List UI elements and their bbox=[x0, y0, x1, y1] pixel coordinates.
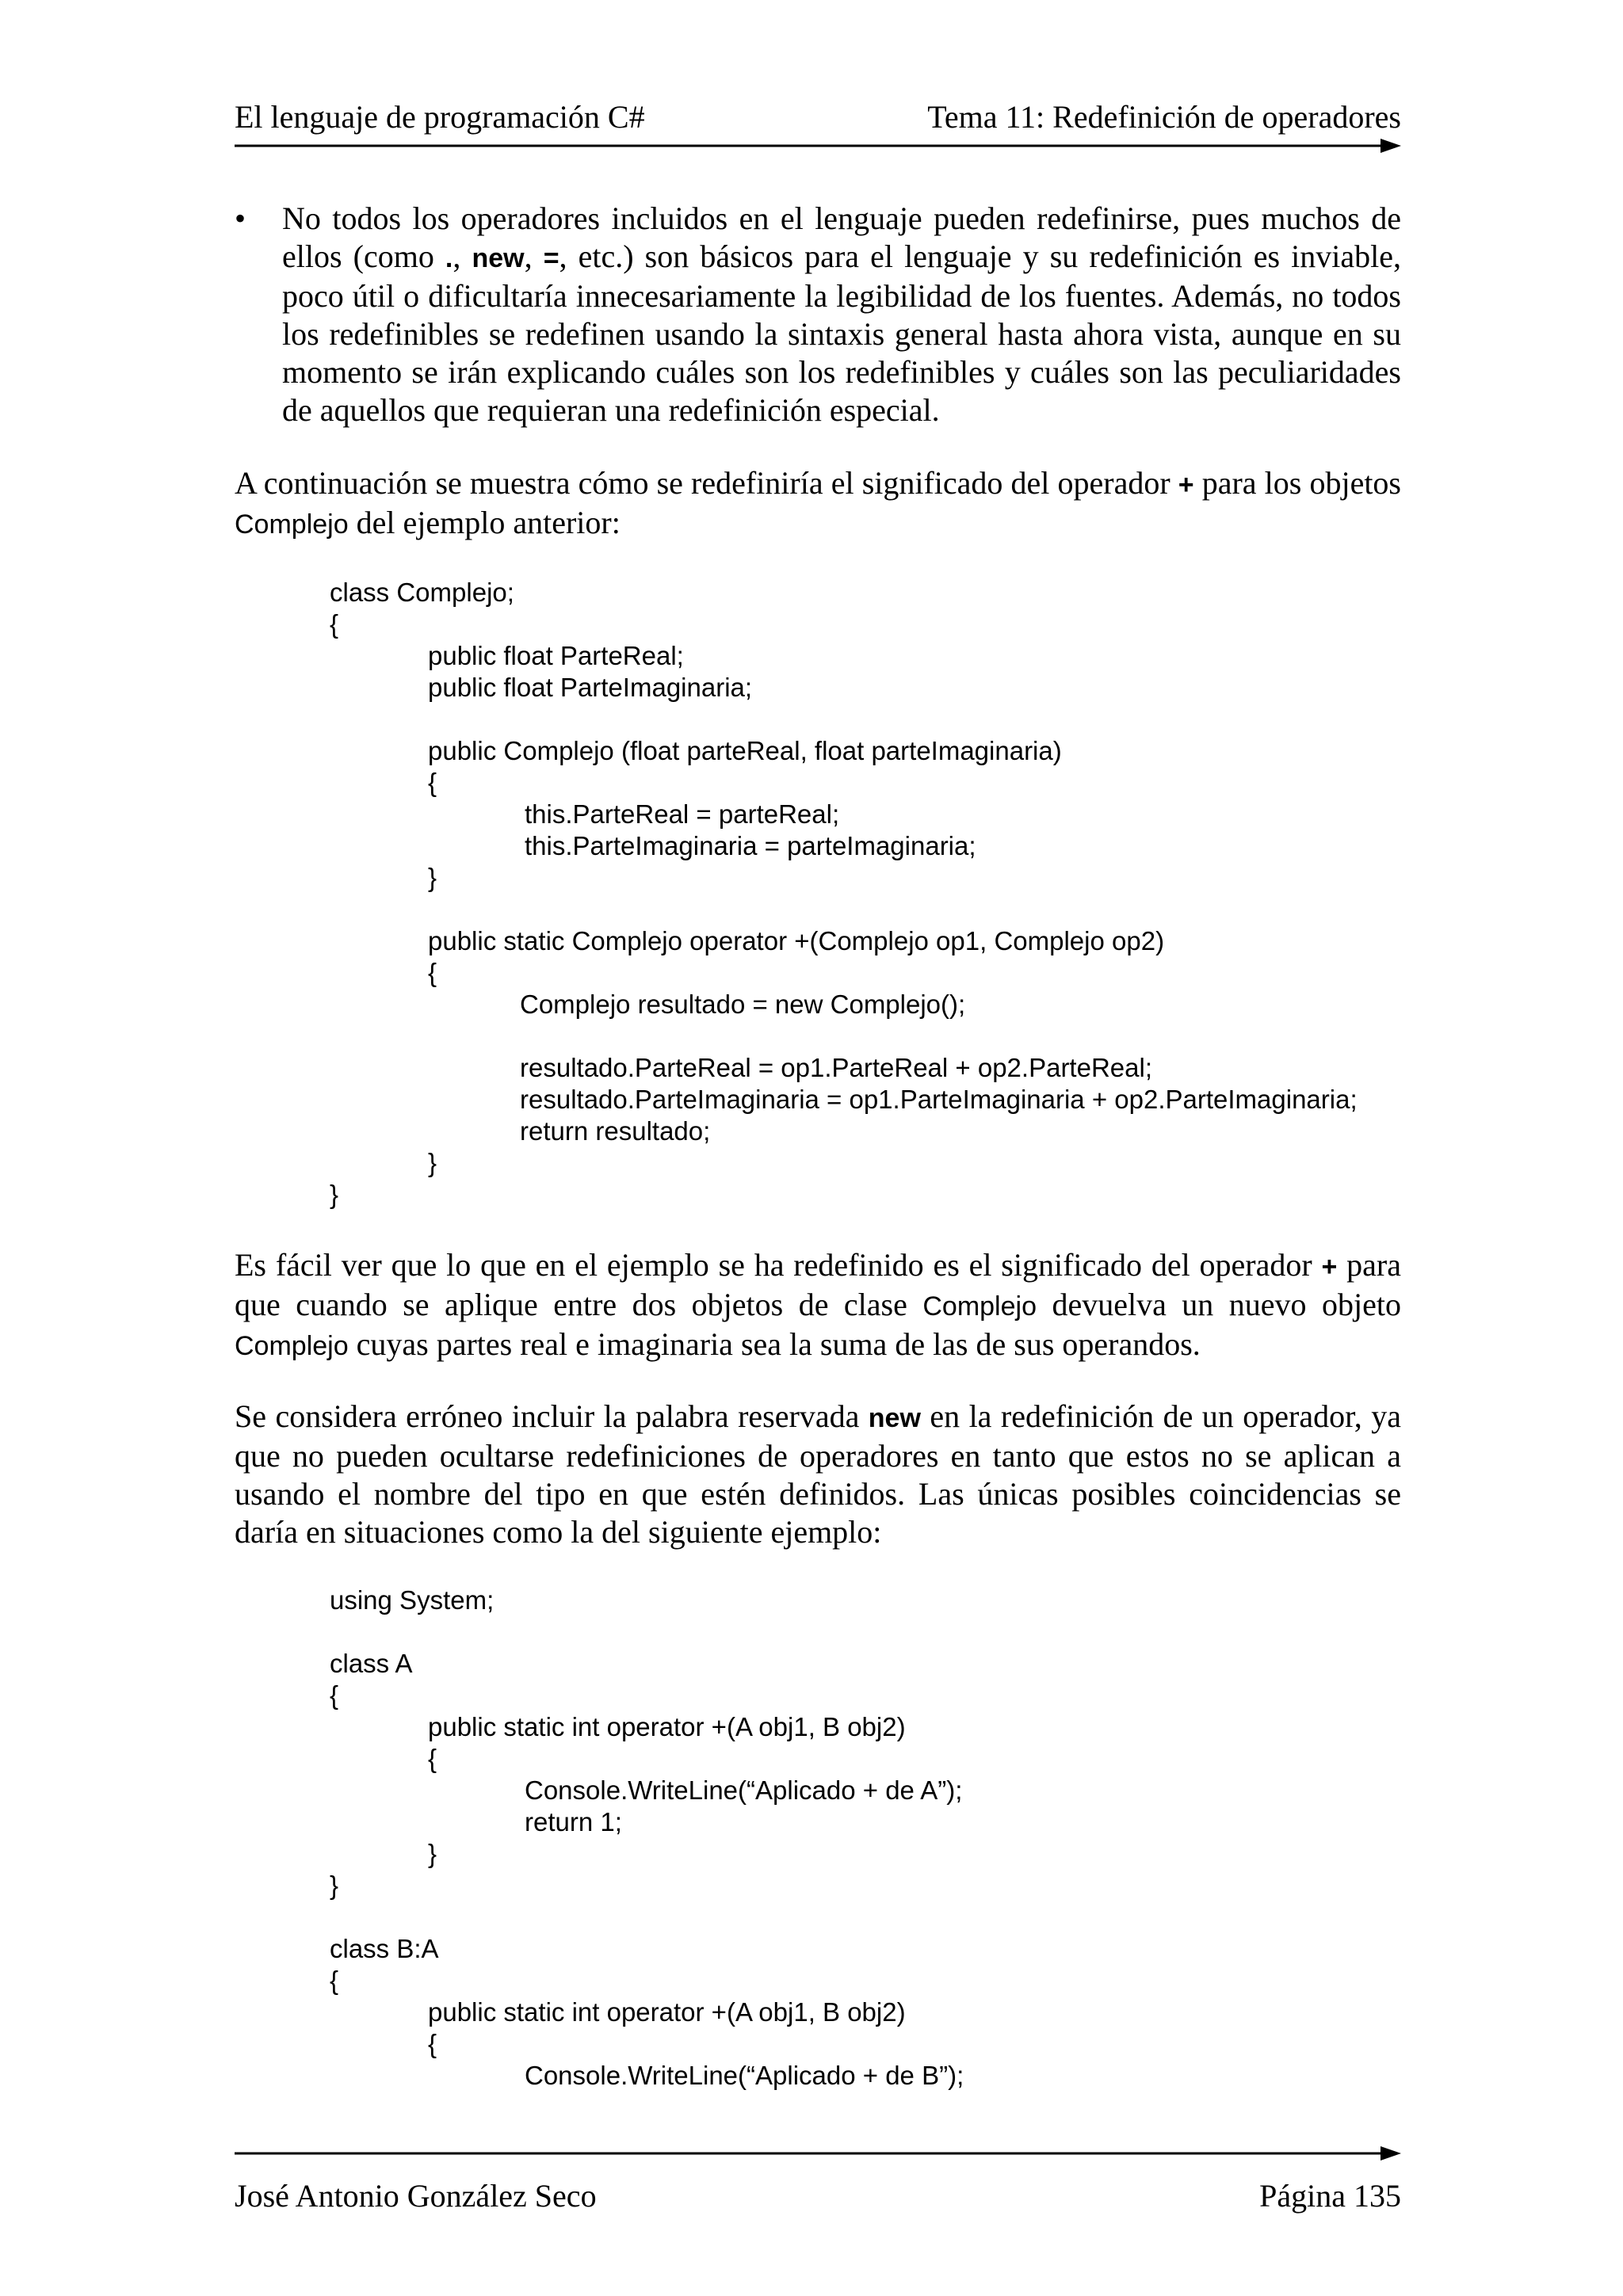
code-line: public float ParteImaginaria; bbox=[428, 673, 753, 702]
header-book-title: El lenguaje de programación C# bbox=[235, 99, 645, 135]
paragraph-new-keyword: Se considera erróneo incluir la palabra reservada new en la redefinición de un operador, ya que no pueden ocultarse redefiniciones de operadores en tanto que estos no se aplican a usando el nombre del tipo en que estén definidos. Las únicas posibles coincidencias se daría en situaciones como la del siguiente ejemplo: bbox=[235, 1398, 1401, 1550]
page-footer bbox=[235, 2177, 1401, 2225]
code-line: Console.WriteLine(“Aplicado + de B”); bbox=[525, 2061, 964, 2090]
code-line: { bbox=[330, 1966, 339, 1995]
code-line: { bbox=[428, 1744, 437, 1773]
code-line: { bbox=[330, 1680, 339, 1710]
code-line: public Complejo (float parteReal, float parteImaginaria) bbox=[428, 736, 1062, 765]
code-line: Console.WriteLine(“Aplicado + de A”); bbox=[525, 1775, 963, 1805]
bullet-paragraph: No todos los operadores incluidos en el lenguaje pueden redefinirse, pues muchos de ellos (como ., new, =, etc.) son básicos para el lenguaje y su redefinición es inviable, poco útil o dificultaría innecesariamente la legibilidad de los fuentes. Además, no todos los redefinibles se redefinen usando la sintaxis general hasta ahora vista, aunque en su momento se irán explicando cuáles son los redefinibles y cuáles son las peculiaridades de aquellos que requieran una redefinición especial. bbox=[282, 200, 1401, 428]
header-arrow-rule bbox=[235, 136, 1401, 155]
code-line: } bbox=[428, 863, 437, 892]
code-line: resultado.ParteImaginaria = op1.ParteImaginaria + op2.ParteImaginaria; bbox=[520, 1085, 1358, 1114]
code-line: resultado.ParteReal = op1.ParteReal + op2.ParteReal; bbox=[520, 1053, 1152, 1082]
code-line: } bbox=[330, 1871, 339, 1900]
code-line: { bbox=[428, 958, 437, 987]
code-line: public static int operator +(A obj1, B obj2) bbox=[428, 1712, 906, 1741]
code-line: } bbox=[330, 1180, 339, 1209]
code-line: using System; bbox=[330, 1585, 495, 1615]
code-line: class B:A bbox=[330, 1934, 439, 1963]
code-line: return resultado; bbox=[520, 1116, 711, 1146]
code-line: public static Complejo operator +(Complejo op1, Complejo op2) bbox=[428, 926, 1165, 955]
code-line: } bbox=[428, 1839, 437, 1868]
code-line: { bbox=[428, 768, 437, 797]
code-line: public static int operator +(A obj1, B obj2) bbox=[428, 1997, 906, 2027]
code-line: public float ParteReal; bbox=[428, 641, 684, 670]
code-line: this.ParteImaginaria = parteImaginaria; bbox=[525, 831, 976, 860]
bullet-marker: • bbox=[235, 200, 246, 236]
code-line: Complejo resultado = new Complejo(); bbox=[520, 990, 966, 1019]
code-line: class Complejo; bbox=[330, 578, 514, 607]
footer-author: José Antonio González Seco bbox=[235, 2178, 597, 2214]
paragraph-intro-code: A continuación se muestra cómo se redefiniría el significado del operador + para los objetos Complejo del ejemplo anterior: bbox=[235, 465, 1401, 540]
paragraph-explanation: Es fácil ver que lo que en el ejemplo se ha redefinido es el significado del operador + para que cuando se aplique entre dos objetos de clase Complejo devuelva un nuevo objeto Complejo cuyas partes real e imaginaria sea la suma de las de sus operandos. bbox=[235, 1247, 1402, 1362]
code-line: return 1; bbox=[525, 1807, 622, 1836]
footer-page-number: Página 135 bbox=[1259, 2178, 1401, 2214]
code-line: } bbox=[428, 1148, 437, 1177]
footer-arrow-rule bbox=[235, 2144, 1401, 2163]
code-line: { bbox=[330, 609, 339, 639]
code-line: { bbox=[428, 2029, 437, 2058]
code-line: this.ParteReal = parteReal; bbox=[525, 799, 840, 829]
code-line: class A bbox=[330, 1649, 413, 1678]
header-chapter-title: Tema 11: Redefinición de operadores bbox=[927, 99, 1401, 135]
